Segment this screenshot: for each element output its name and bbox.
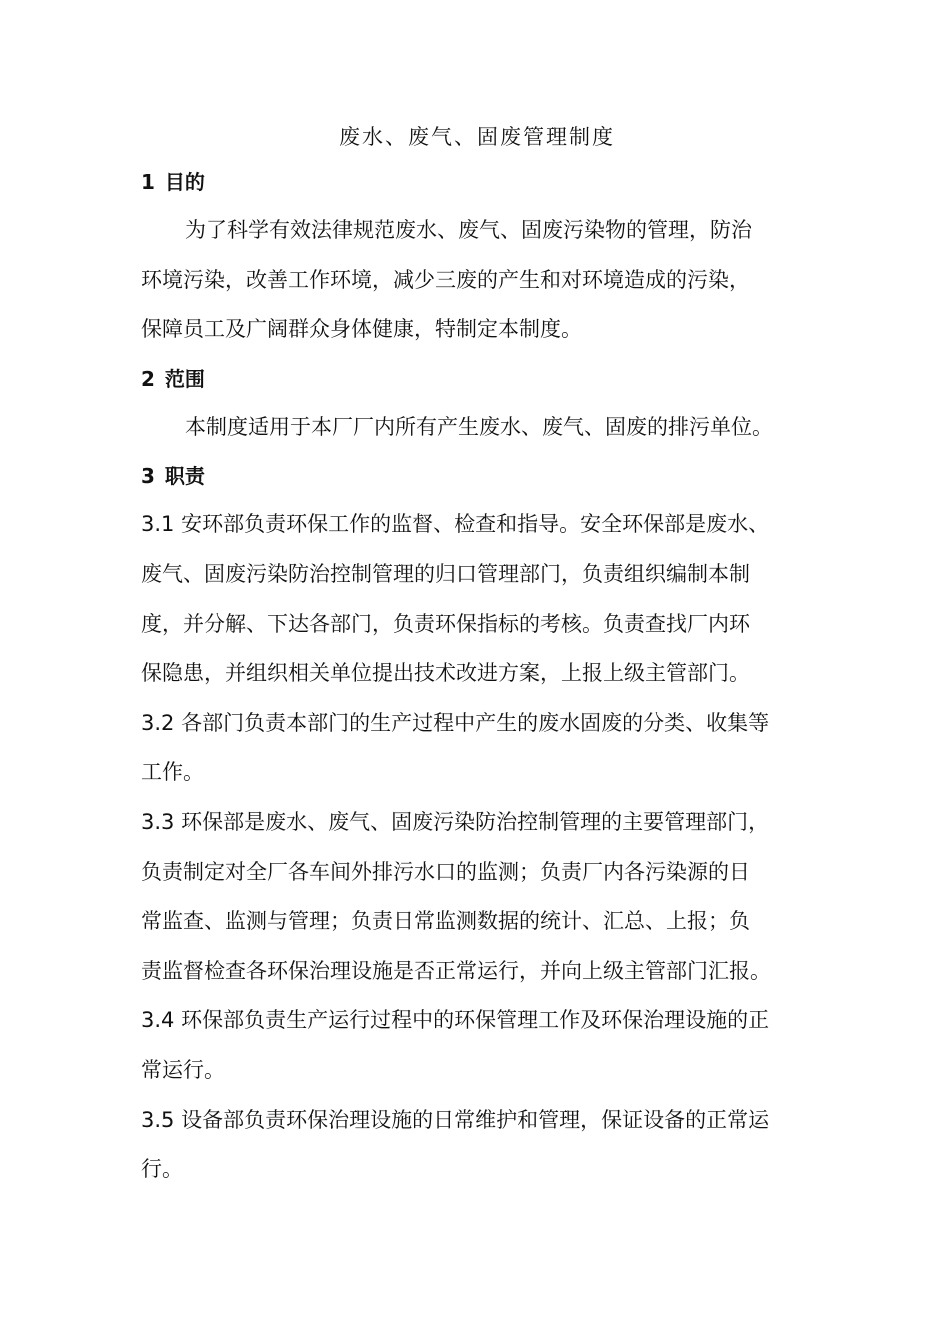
responsibility-3-2: 3.2 各部门负责本部门的生产过程中产生的废水固废的分类、收集等 工作。	[141, 710, 770, 785]
responsibility-3-4: 3.4 环保部负责生产运行过程中的环保管理工作及环保治理设施的正 常运行。	[141, 1008, 770, 1082]
document-title: 废水、废气、固废管理制度	[339, 125, 615, 149]
document-body	[141, 118, 809, 1195]
section-heading-scope	[141, 355, 809, 403]
scope-paragraph: 本制度适用于本厂厂内所有产生废水、废气、固废的排污单位。	[185, 414, 773, 439]
section-title: 职责	[164, 464, 205, 489]
responsibility-3-5: 3.5 设备部负责环保治理设施的日常维护和管理，保证设备的正常运 行。	[141, 1107, 770, 1182]
section-heading-purpose	[141, 158, 809, 206]
section-number: 3	[141, 464, 155, 489]
responsibility-3-3: 3.3 环保部是废水、废气、固废污染防治控制管理的主要管理部门， 负责制定对全厂各车间外排污水口的监测；负责厂内各污染源的日 常监查、监测与管理；负责日常监测数据的统计、汇总、上报；负 责监督检查各环保治理设施是否正常运行，并向上级主管部门汇报。	[141, 809, 771, 983]
purpose-paragraph: 为了科学有效法律规范废水、废气、固废污染物的管理，防治 环境污染，改善工作环境，减少三废的产生和对环境造成的污染， 保障员工及广阔群众身体健康，特制定本制度。	[141, 218, 752, 342]
section-number: 2	[141, 366, 155, 391]
section-number: 1	[141, 170, 155, 194]
section-title: 范围	[164, 366, 205, 391]
section-title: 目的	[164, 170, 205, 194]
responsibility-3-1: 3.1 安环部负责环保工作的监督、检查和指导。安全环保部是废水、 废气、固废污染防治控制管理的归口管理部门，负责组织编制本制 度，并分解、下达各部门，负责环保指标的考核。负责查找厂内环 保隐患，并组织相关单位提出技术改进方案，上报上级主管部门。	[141, 512, 770, 686]
section-heading-responsibilities	[141, 452, 809, 500]
